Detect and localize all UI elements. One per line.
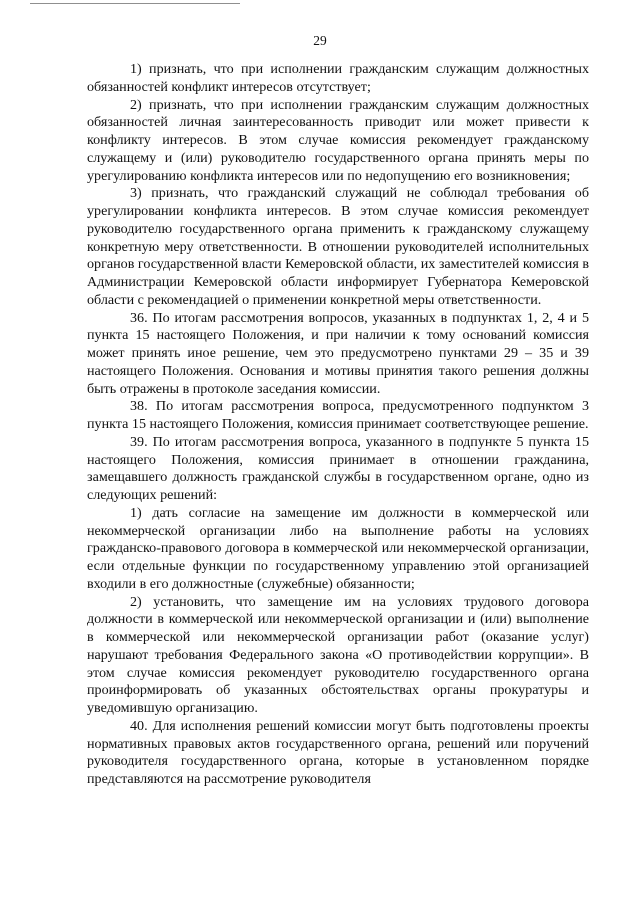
document-body [87,61,589,789]
paragraph-35-item-3: 3) признать, что гражданский служащий не соблюдал требования об урегулировании конфликта интересов. В этом случае комиссия рекомендует руководителю государственного органа применить к гражданскому служащему конкретную меру ответственности. В отношении руководителей исполнительных органов государственной власти Кемеровской области, их заместителей комиссия в Администрации Кемеровской области информирует Губернатора Кемеровской области с рекомендацией о применении конкретной меры ответственности. [87,185,589,308]
paragraph-39-item-2: 2) установить, что замещение им на условиях трудового договора должности в коммерческой или некоммерческой организации и (или) выполнение в коммерческой или некоммерческой организации работ (оказание услуг) нарушают требования Федерального закона «О противодействии коррупции». В этом случае комиссия рекомендует руководителю государственного органа проинформировать об указанных обстоятельствах органы прокуратуры и уведомившую организацию. [87,593,589,716]
paragraph-36: 36. По итогам рассмотрения вопросов, указанных в подпунктах 1, 2, 4 и 5 пункта 15 настоящего Положения, и при наличии к тому оснований комиссия может принять иное решение, чем это предусмотрено пунктами 29 – 35 и 39 настоящего Положения. Основания и мотивы принятия такого решения должны быть отражены в протоколе заседания комиссии. [87,309,589,397]
paragraph-35-item-2: 2) признать, что при исполнении гражданским служащим должностных обязанностей личная заинтересованность приводит или может привести к конфликту интересов. В этом случае комиссия рекомендует гражданскому служащему и (или) руководителю государственного органа принять меры по урегулированию конфликта интересов или по недопущению его возникновения; [87,96,589,184]
paragraph-40: 40. Для исполнения решений комиссии могут быть подготовлены проекты нормативных правовых актов государственного органа, решений или поручений руководителя государственного органа, которые в установленном порядке представляются на рассмотрение руководителя [87,717,589,787]
paragraph-39-item-1: 1) дать согласие на замещение им должности в коммерческой или некоммерческой организации либо на выполнение работы на условиях гражданско-правового договора в коммерческой или некоммерческой организации, если отдельные функции по государственному управлению этой организацией входили в его должностные (служебные) обязанности; [87,504,589,592]
scan-edge-line [30,3,240,4]
paragraph-38: 38. По итогам рассмотрения вопроса, предусмотренного подпунктом 3 пункта 15 настоящего Положения, комиссия принимает соответствующее решение. [87,398,589,432]
paragraph-35-item-1: 1) признать, что при исполнении гражданским служащим должностных обязанностей конфликт интересов отсутствует; [87,61,589,95]
paragraph-39: 39. По итогам рассмотрения вопроса, указанного в подпункте 5 пункта 15 настоящего Положения, комиссия принимает в отношении гражданина, замещавшего должность гражданской службы в государственном органе, одно из следующих решений: [87,433,589,503]
page-number: 29 [313,33,327,48]
